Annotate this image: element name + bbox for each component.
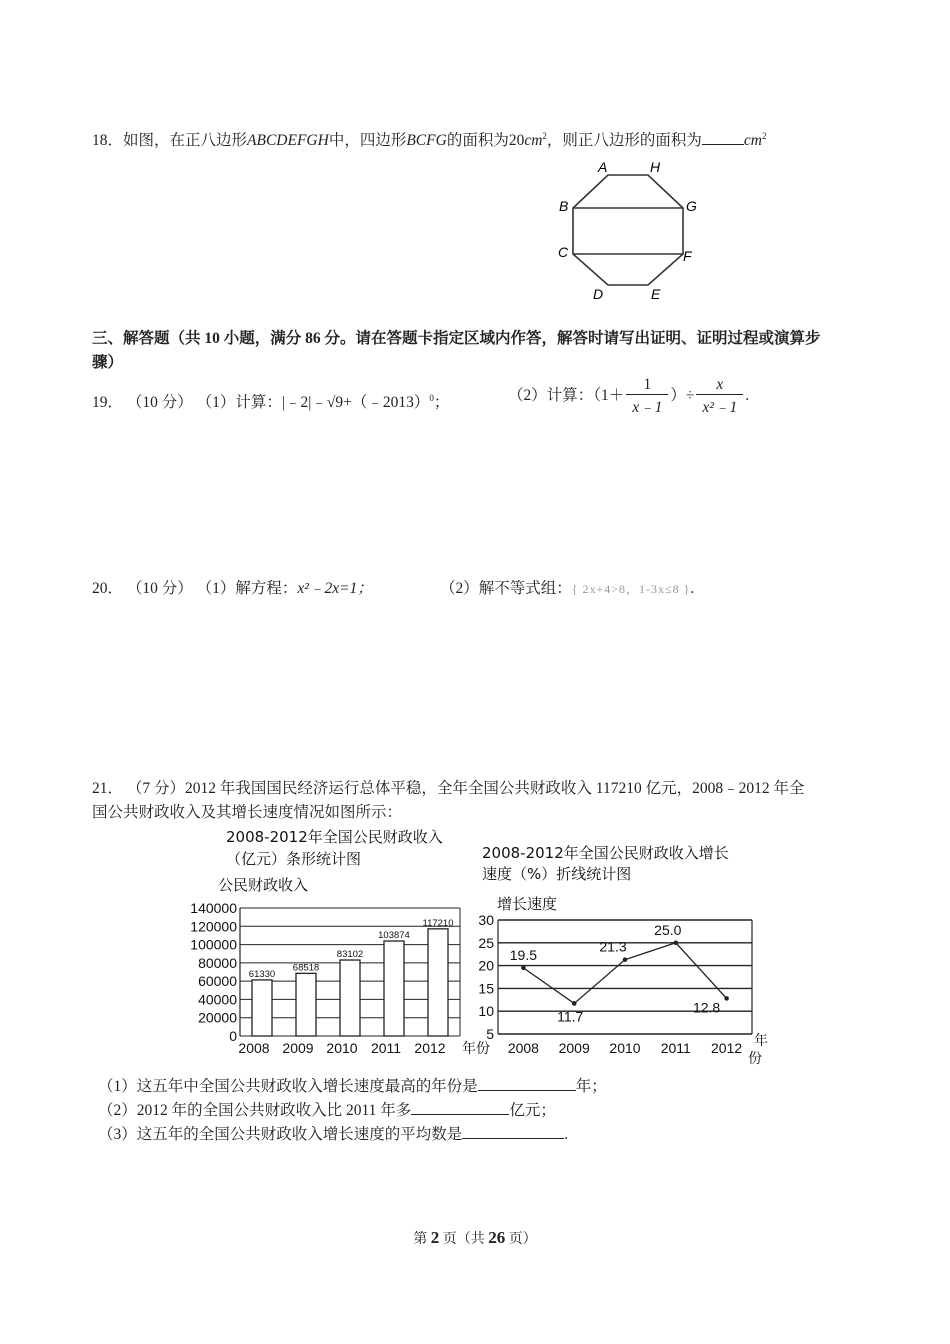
quad-name: BCFG: [406, 132, 447, 149]
q21-sub1-end: 年；: [575, 1078, 607, 1095]
answer-blank[interactable]: [702, 130, 744, 145]
y-tick-label: 20000: [198, 1009, 237, 1026]
punct: .: [745, 387, 750, 405]
q19-part2: [508, 376, 749, 417]
line-chart-title-line2: 速度（%）折线统计图: [482, 865, 632, 883]
q20-part2: [440, 576, 694, 598]
divide-sign: ）÷: [670, 387, 695, 405]
x-tick-label: 2011: [370, 1040, 402, 1056]
footer-text: 页）: [508, 1232, 537, 1247]
vertex-label-f: F: [683, 248, 692, 264]
answer-blank[interactable]: [478, 1076, 576, 1091]
y-tick-label: 20: [478, 957, 494, 974]
y-tick-label: 30: [478, 912, 494, 928]
q18-number: 18．: [92, 132, 124, 149]
data-point: [724, 996, 729, 1001]
y-tick-label: 25: [478, 934, 494, 951]
q21-number: 21．: [92, 780, 124, 797]
y-tick-label: 15: [478, 980, 494, 997]
punct: .: [690, 580, 695, 597]
page-number: 2: [430, 1228, 440, 1247]
vertex-label-c: C: [558, 244, 569, 260]
q19-p1-label: （1）计算：: [196, 394, 282, 411]
footer-text: 页（共: [442, 1232, 485, 1247]
q20-part1: [92, 576, 373, 598]
q18-text-part: ，则正八边形的面积为: [546, 132, 702, 149]
vertex-label-g: G: [686, 198, 697, 214]
unit: cm: [743, 132, 762, 149]
x-tick-label: 2011: [660, 1040, 691, 1056]
q21-sub2-end: 亿元；: [509, 1102, 556, 1119]
bar: [384, 941, 404, 1036]
bar-chart-title-line1: 2008-2012年全国公民财政收入: [226, 828, 443, 846]
unit: cm: [524, 132, 543, 149]
page-total: 26: [488, 1228, 506, 1247]
bar-chart-title-line2: （亿元）条形统计图: [226, 850, 362, 868]
data-label: 21.3: [599, 938, 627, 955]
y-tick-label: 120000: [190, 918, 237, 935]
x-tick-label: 2010: [326, 1040, 358, 1056]
vertex-label-a: A: [598, 159, 608, 175]
vertex-label-h: H: [650, 159, 661, 175]
y-tick-label: 10: [478, 1003, 494, 1020]
data-point: [674, 941, 679, 946]
q21-sub3-text: （3）这五年的全国公共财政收入增长速度的平均数是: [98, 1126, 463, 1143]
fraction-denominator: x﹣1: [632, 399, 663, 416]
x-tick-label: 2009: [558, 1040, 590, 1056]
exponent: 0: [429, 392, 434, 403]
data-point: [572, 1001, 577, 1006]
fraction-denominator: x²﹣1: [702, 399, 738, 416]
octagon-figure: [550, 158, 710, 306]
q21-sub1-text: （1）这五年中全国公共财政收入增长速度最高的年份是: [98, 1078, 478, 1095]
data-point: [623, 957, 628, 962]
answer-blank[interactable]: [411, 1100, 509, 1115]
q18-text-part: 如图，在正八边形: [123, 132, 248, 149]
q20-p2-label: （2）解不等式组：: [440, 580, 572, 597]
fraction-numerator: x: [696, 376, 743, 395]
page-footer: [0, 1228, 950, 1248]
y-tick-label: 40000: [198, 991, 237, 1008]
q19-number: 19．: [92, 394, 124, 411]
y-tick-label: 140000: [190, 900, 237, 916]
fraction-numerator: 1: [626, 376, 668, 395]
bar-value-label: 117210: [422, 917, 454, 929]
q21-line1: 2012 年我国国民经济运行总体平稳，全年全国公共财政收入 117210 亿元，2008﹣2012 年全: [185, 780, 805, 797]
bar: [340, 960, 360, 1036]
x-tick-label: 2010: [609, 1040, 641, 1056]
equation: x²﹣2x=1；: [297, 580, 373, 597]
fraction: [696, 376, 743, 417]
q21-sub1: [98, 1074, 607, 1096]
q19-p2-label: （2）计算：（1＋: [508, 387, 625, 405]
q18-text-part: 的面积为: [446, 132, 509, 149]
answer-blank[interactable]: [462, 1124, 564, 1139]
vertex-label-e: E: [651, 286, 661, 302]
fraction: [626, 376, 668, 417]
bar-value-label: 83102: [336, 949, 364, 961]
x-tick-label: 2009: [282, 1040, 314, 1056]
punct: ；: [433, 394, 450, 411]
y-tick-label: 5: [486, 1026, 494, 1042]
bar: [252, 980, 272, 1036]
q21-sub3-end: .: [564, 1126, 569, 1143]
q21-score: （7 分）: [126, 780, 186, 797]
x-tick-label: 2008: [238, 1040, 270, 1056]
section-heading-cont: 骤）: [92, 354, 124, 371]
data-label: 12.8: [692, 999, 721, 1016]
data-point: [521, 966, 526, 971]
footer-text: 第: [413, 1232, 428, 1247]
bar: [296, 973, 316, 1036]
bar-chart-ylabel: 公民财政收入: [218, 876, 309, 894]
vertex-label-d: D: [593, 286, 604, 302]
data-label: 11.7: [557, 1008, 584, 1025]
data-label: 25.0: [654, 921, 682, 938]
bar: [428, 929, 448, 1036]
q20-number: 20．: [92, 580, 124, 597]
y-tick-label: 80000: [198, 954, 237, 971]
quad-area: 20: [508, 132, 525, 149]
bar-value-label: 68518: [292, 962, 320, 974]
q20-score: （10 分）: [126, 580, 193, 597]
x-tick-label: 2012: [414, 1040, 446, 1056]
q21-sub3: [98, 1122, 568, 1144]
line-chart: [470, 908, 770, 1073]
bar-value-label: 61330: [248, 968, 276, 980]
q18-text-part: 中，四边形: [328, 132, 407, 149]
line-chart-title-line1: 2008-2012年全国公民财政收入增长: [482, 844, 729, 862]
section-heading: 三、解答题（共 10 小题，满分 86 分。请在答题卡指定区域内作答，解答时请写出证明、证明过程或演算步: [92, 330, 821, 347]
q20-p1-label: （1）解方程：: [196, 580, 298, 597]
q21-text: [92, 776, 804, 798]
q19-p1-expr: |﹣2|﹣√9+（﹣2013）: [281, 394, 430, 411]
line-chart-ylabel: 增长速度: [497, 895, 558, 913]
inequality-system: { 2x+4>8，1-3x≤8 }: [571, 582, 691, 596]
q19-part1: [92, 390, 449, 412]
q19-score: （10 分）: [126, 394, 193, 411]
q21-sub2-text: （2）2012 年的全国公共财政收入比 2011 年多: [98, 1102, 412, 1119]
x-tick-label: 2012: [711, 1040, 743, 1056]
bar-value-label: 103874: [378, 930, 410, 942]
y-tick-label: 100000: [190, 936, 237, 953]
q21-text-cont: 国公共财政收入及其增长速度情况如图所示：: [92, 804, 403, 821]
vertex-label-b: B: [559, 198, 569, 214]
octagon-name: ABCDEFGH: [247, 132, 329, 149]
y-tick-label: 60000: [198, 973, 237, 990]
q21-sub2: [98, 1098, 556, 1120]
x-axis-label: 年份: [462, 1040, 490, 1056]
q18-text: 18．如图，在正八边形ABCDEFGH中，四边形BCFG的面积为$20cm^2$，则正八边形的面积为 $cm^2$: [92, 130, 767, 149]
x-tick-label: 2008: [507, 1040, 539, 1056]
x-axis-label: 年: [754, 1032, 768, 1048]
x-axis-label: 份: [748, 1050, 762, 1066]
data-label: 19.5: [509, 946, 538, 963]
y-tick-label: 0: [229, 1028, 237, 1044]
